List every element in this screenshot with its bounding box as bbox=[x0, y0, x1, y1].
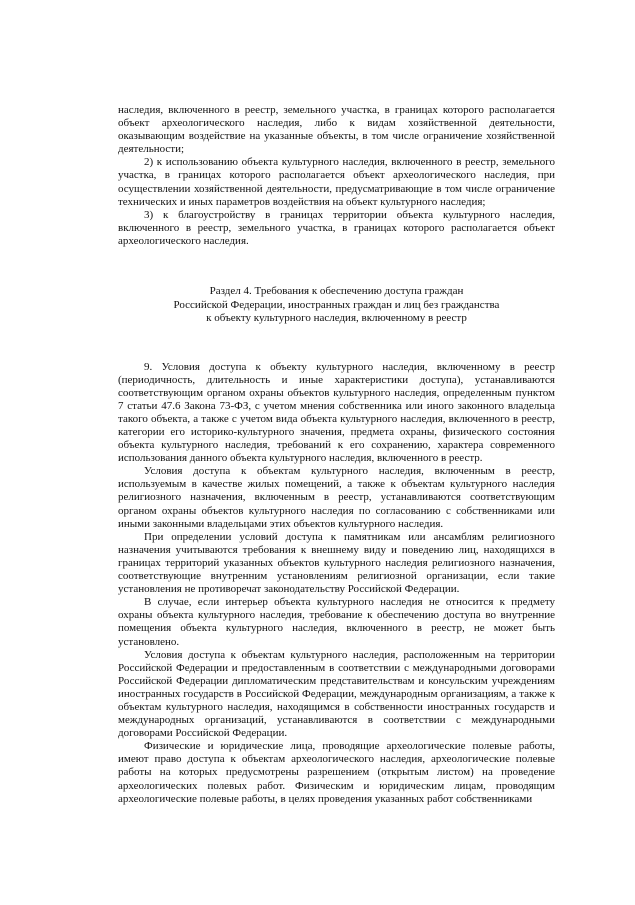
paragraph-6: При определении условий доступа к памятникам или ансамблям религиозного назначения учитываются требования к внешнему виду и поведению лиц, находящихся в границах территорий указанных объектов культурного наследия религиозного назначения, соответствующие внутренним установлениям религиозной организации, если такие установления не противоречат законодательству Российской Федерации. bbox=[118, 530, 555, 596]
section-heading bbox=[118, 285, 555, 326]
paragraph-7: В случае, если интерьер объекта культурного наследия не относится к предмету охраны объекта культурного наследия, требование к обеспечению доступа во внутренние помещения объекта культурного наследия, включенного в реестр, не может быть установлено. bbox=[118, 596, 555, 648]
paragraph-3: 3) к благоустройству в границах территории объекта культурного наследия, включенного в реестр, земельного участка, в границах которого располагается объект археологического наследия. bbox=[118, 208, 555, 247]
paragraph-1: наследия, включенного в реестр, земельного участка, в границах которого располагается объект археологического наследия, либо к видам хозяйственной деятельности, оказывающим воздействие на указанные объекты, в том числе ограничение хозяйственной деятельности; bbox=[118, 104, 555, 156]
paragraph-4: 9. Условия доступа к объекту культурного наследия, включенному в реестр (периодичность, длительность и иные характеристики доступа), устанавливаются соответствующим органом охраны объектов культурного наследия, определенным пунктом 7 статьи 47.6 Закона 73-ФЗ, с учетом мнения собственника или иного законного владельца такого объекта, а также с учетом вида объекта культурного наследия, включенного в реестр, категории его историко-культурного значения, предмета охраны, физического состояния объекта культурного наследия, требований к его сохранению, характера современного использования данного объекта культурного наследия, включенного в реестр. bbox=[118, 360, 555, 465]
section-heading-line-2: Российской Федерации, иностранных граждан и лиц без гражданства bbox=[173, 298, 500, 311]
paragraph-2: 2) к использованию объекта культурного наследия, включенного в реестр, земельного участка, в границах которого располагается объект археологического наследия, при осуществлении хозяйственной деятельности, предусматривающие в том числе ограничение технических и иных параметров воздействия на объект культурного наследия; bbox=[118, 156, 555, 208]
section-heading-line-1: Раздел 4. Требования к обеспечению доступа граждан bbox=[209, 285, 464, 298]
paragraph-8: Условия доступа к объектам культурного наследия, расположенным на территории Российской Федерации и предоставленным в соответствии с международными договорами Российской Федерации дипломатическим представительствам и консульским учреждениям иностранных государств в Российской Федерации, международным организациям, а также к объектам культурного наследия, находящимся в собственности иностранных государств и международных организаций, устанавливаются в соответствии с международными договорами Российской Федерации. bbox=[118, 648, 555, 740]
section-heading-line-3: к объекту культурного наследия, включенному в реестр bbox=[206, 312, 467, 325]
paragraph-5: Условия доступа к объектам культурного наследия, включенным в реестр, используемым в качестве жилых помещений, а также к объектам культурного наследия религиозного назначения, включенным в реестр, устанавливаются соответствующим органом охраны объектов культурного наследия по согласованию с собственниками или иными законными владельцами этих объектов культурного наследия. bbox=[118, 465, 555, 530]
paragraph-9: Физические и юридические лица, проводящие археологические полевые работы, имеют право доступа к объектам археологического наследия, археологические полевые работы на которых предусмотрены разрешением (открытым листом) на проведение археологических полевых работ. Физическим и юридическим лицам, проводящим археологические полевые работы, в целях проведения указанных работ собственниками bbox=[118, 740, 555, 805]
document-page bbox=[118, 104, 555, 806]
